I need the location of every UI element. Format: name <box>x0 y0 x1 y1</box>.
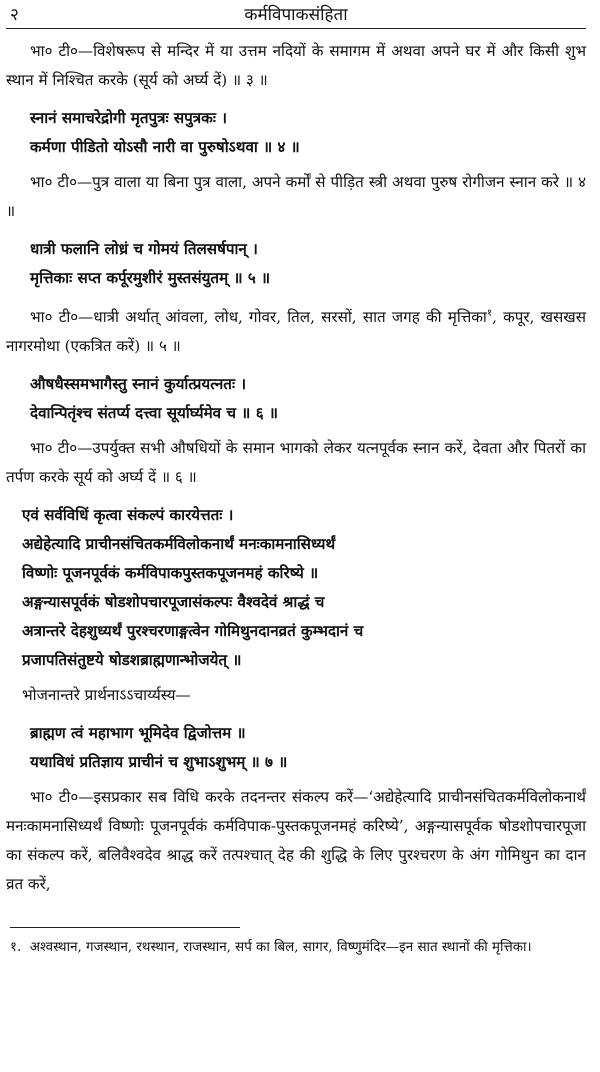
verse-line: देवान्पितृंश्च संतर्प्य दत्त्वा सूर्यार्घ्यमेव च ॥ ६ ॥ <box>30 404 278 423</box>
verse-line: प्रजापतिसंतुष्टये षोडशब्राह्मणान्भोजयेत् ॥ <box>22 651 242 670</box>
commentary-4: भा० टी०—पुत्र वाला या बिना पुत्र वाला, अपने कर्मों से पीड़ित स्त्री अथवा पुरुष रोगीजन स्नान करे ॥ ४ ॥ <box>6 173 586 220</box>
verse-line: यथाविधं प्रतिज्ञाय प्राचीनं च शुभाऽशुभम् ॥ ७ ॥ <box>30 753 288 772</box>
verse-line: विष्णोः पूजनपूर्वकं कर्मविपाकपुस्तकपूजनमहं करिष्ये ॥ <box>22 564 319 583</box>
verse-line: कर्मणा पीडितो योऽसौ नारी वा पुरुषोऽथवा ॥ ४ ॥ <box>30 138 300 156</box>
commentary-6: भा० टी०—उपर्युक्त सभी औषधियों के समान भागको लेकर यत्नपूर्वक स्नान करें, देवता और पितरों का तर्पण करके सूर्य को अर्घ्य दें ॥ ६ ॥ <box>6 439 586 487</box>
sankalpa-passage <box>6 501 586 675</box>
verse-5 <box>6 235 586 293</box>
running-head <box>6 0 586 29</box>
verse-6 <box>6 370 586 428</box>
footnote <box>6 936 586 960</box>
verse-4 <box>6 104 586 162</box>
verse-line: एवं सर्वविधिं कृत्वा संकल्पं कारयेत्ततः । <box>22 506 234 525</box>
footnote-divider <box>10 927 240 928</box>
verse-line: अङ्गन्यासपूर्वकं षोडशोपचारपूजासंकल्पः वैश्वदेवं श्राद्धं च <box>22 593 325 612</box>
verse-line: मृत्तिकाः सप्त कर्पूरमुशीरं मुस्तसंयुतम् ॥ ५ ॥ <box>30 269 271 287</box>
verse-line: औषधैस्समभागैस्तु स्नानं कुर्यात्प्रयत्नतः । <box>30 375 247 394</box>
verse-line: अद्येहेत्यादि प्राचीनसंचितकर्मविलोकनार्थं मनःकामनासिध्यर्थं <box>22 535 336 554</box>
commentary-3: भा० टी०—विशेषरूप से मन्दिर में या उत्तम नदियों के समागम में अथवा अपने घर में और किसी शुभ स्थान में निश्चित करके (सूर्य को अर्घ्य दें) ॥ ३ ॥ <box>6 42 586 89</box>
footnote-text: अश्वस्थान, गजस्थान, रथस्थान, राजस्थान, सर्प का बिल, सागर, विष्णुमंदिर—इन सात स्थानों की मृत्तिका। <box>29 940 532 956</box>
commentary-7: भा० टी०—इसप्रकार सब विधि करके तदनन्तर संकल्प करें—‘अद्येहेत्यादि प्राचीनसंचितकर्मविलोकनार्थं मनःकामनासिध्यर्थं विष्णोः पूजनपूर्वकं कर्मविपाक-पुस्तकपूजनमहं करिष्ये’, अङ्गन्यासपूर्वक षोडशोपचारपूजा का संकल्प करें, बलिवैश्वदेव श्राद्ध करें तत्पश्चात् देह की शुद्धि के लिए पुरश्चरण के अंग गोमिथुन का दान व्रत करें, <box>6 788 586 894</box>
verse-line: ब्राह्मण त्वं महाभाग भूमिदेव द्विजोत्तम ॥ <box>30 724 246 743</box>
page-body <box>6 37 586 899</box>
verse-line: स्नानं समाचरेद्रोगी मृतपुत्रः सपुत्रकः । <box>30 109 227 127</box>
verse-7 <box>6 719 586 777</box>
footnote-reference[interactable]: १ <box>486 308 493 319</box>
page-number: २ <box>10 5 19 25</box>
prayer-heading: भोजनान्तरे प्रार्थनाऽऽचार्य्यस्य— <box>22 686 191 705</box>
commentary-5 <box>6 299 586 361</box>
running-title: कर्मविपाकसंहिता <box>244 5 348 25</box>
commentary-5-text-after: , कपूर, खसखस नागरमोथा (एकत्रित करें) ॥ ५ ॥ <box>6 308 586 356</box>
verse-line: अत्रान्तरे देहशुध्यर्थं पुरश्चरणाङ्गत्वेन गोमिथुनदानव्रतं कुम्भदानं च <box>22 622 364 641</box>
commentary-5-text: भा० टी०—धात्री अर्थात् आंवला, लोध, गोवर, तिल, सरसों, सात जगह की मृत्तिका <box>30 308 487 327</box>
verse-line: धात्री फलानि लोध्रं च गोमयं तिलसर्षपान् । <box>30 240 258 258</box>
footnote-number: १. <box>10 940 22 956</box>
